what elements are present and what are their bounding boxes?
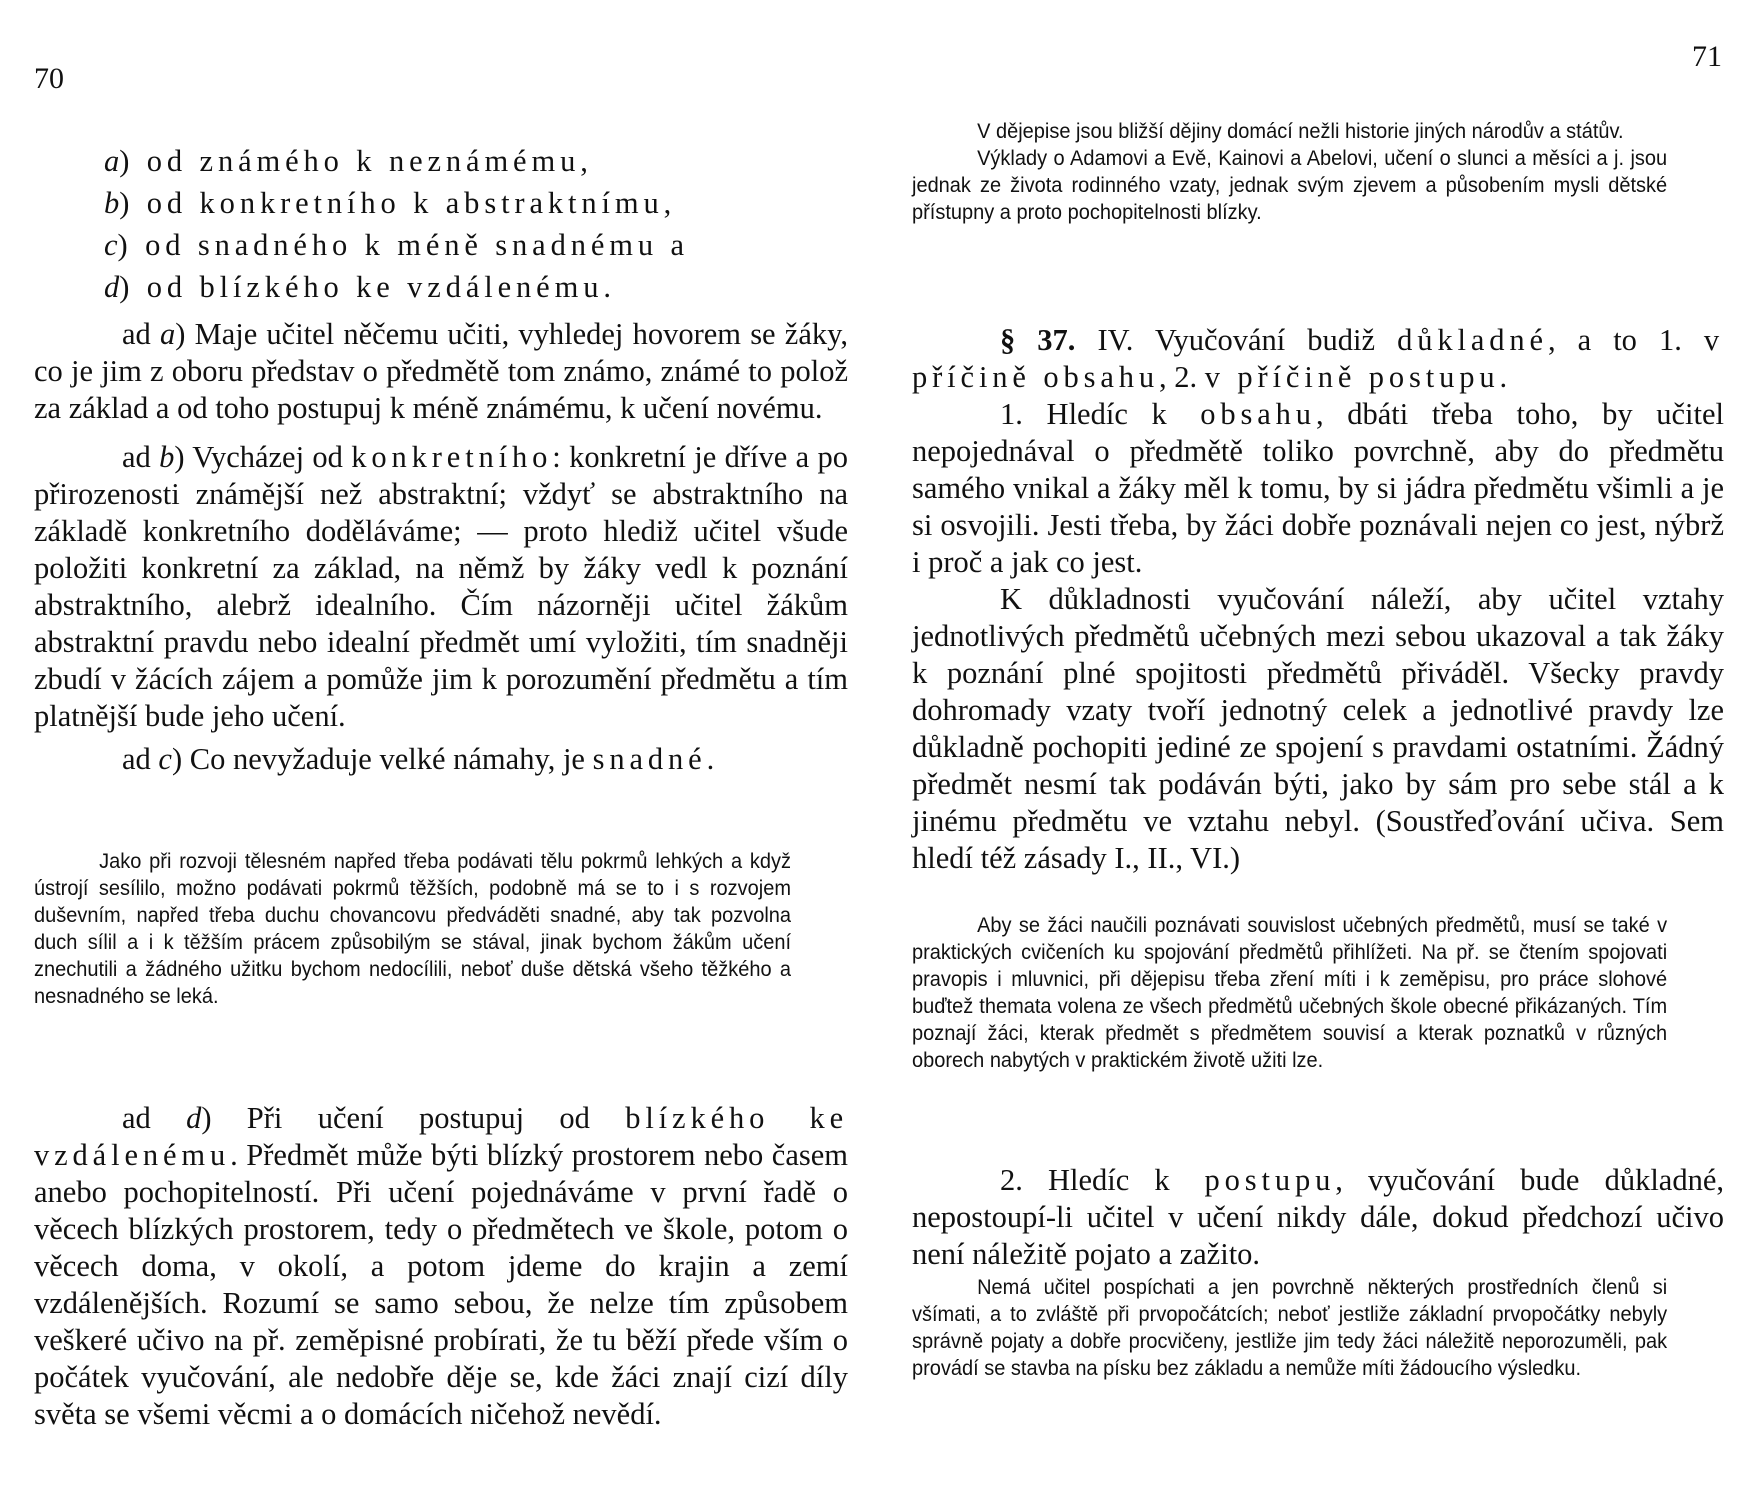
note-text: Aby se žáci naučili poznávati souvislost učebných předmětů, musí se také v praktických cvičeních ku spojování předmětů přihlížeti. Na př. se čtením spojovati pravopis i mluvnici, při dějepisu třeba zření míti i k zeměpisu, pro práce slohové buďtež themata volena ze všech předmětů učebných škole obecné přikázaných. Tím poznají žáci, kterak předmět s předmětem souvisí a kterak poznatků v různých oborech nabytých v praktickém životě užiti lze.	[912, 913, 1668, 1072]
section-mid: , 2.	[1159, 360, 1205, 394]
list-item	[104, 182, 689, 224]
para-marker: d	[186, 1101, 202, 1135]
para-lead: 1. Hledíc	[1000, 397, 1152, 431]
paragraph-1	[912, 396, 1724, 581]
list-text: ) od konkretního k abstraktnímu,	[119, 186, 677, 220]
list-item	[104, 140, 689, 182]
list-text: ) od blízkého ke vzdálenému.	[119, 270, 616, 304]
section-37	[912, 322, 1724, 877]
para-marker: a	[159, 317, 176, 351]
list-marker: a	[104, 144, 120, 178]
para-spaced: k obsahu	[1151, 397, 1316, 431]
section-spaced: v příčině postupu	[1204, 360, 1500, 394]
para-marker: b	[159, 440, 175, 474]
section-mark: § 37.	[1000, 323, 1076, 357]
list-item	[104, 224, 689, 266]
list-item	[104, 266, 689, 308]
page-number-left: 70	[34, 62, 64, 95]
para-lead: ) Vycházej od	[174, 440, 352, 474]
paragraph-c	[34, 741, 848, 778]
right-page	[896, 0, 1752, 1500]
para-spaced: blízkého ke vzdálenému	[34, 1101, 848, 1172]
section-end: .	[1499, 360, 1508, 394]
para-spaced: konkretního	[351, 440, 553, 474]
para-spaced: snadné	[592, 742, 707, 776]
para-prefix: ad	[122, 440, 160, 474]
section-spaced: důkladné	[1397, 323, 1548, 357]
paragraph-2: K důkladnosti vyučování náleží, aby učitel vztahy jednotlivých předmětů učebných mezi sebou ukazoval a tak žáky k poznání plné spojitosti předmětů přiváděl. Všecky pravdy dohromady vzaty tvoří jednotný celek a jednotlivé pravdy lze důkladně pochopiti jediné ze spojení s pravdami ostatními. Žádný předmět nesmí tak podáván býti, jako by sám pro sebe stál a k jinému předmětu ve vztahu nebyl. (Soustřeďování učiva. Sem hledí též zásady I., II., VI.)	[912, 582, 1724, 875]
list-marker: b	[104, 186, 120, 220]
paragraph-b	[34, 439, 848, 735]
note-text: Jako při rozvoji tělesném napřed třeba podávati tělu pokrmů lehkých a když ústrojí sesílilo, možno podávati pokrmů těžších, podobně má se to i s rozvojem duševním, napřed třeba duchu chovancovu předváděti snadné, aby tak pozvolna duch sílil a i k těžším prácem způsobilým se stával, jinak bychom žákům učení znechutili a žádného užitku bychom nedocílili, neboť duše dětská všeho těžkého a nesnadného se leká.	[34, 849, 792, 1008]
note-mid	[912, 912, 1667, 1074]
para-prefix: ad	[122, 742, 159, 776]
section-lead: IV. Vyučování budiž	[1075, 323, 1398, 357]
section-mid: , a to 1.	[1547, 323, 1704, 357]
para-lead: ) Co nevyžaduje velké námahy, je	[171, 742, 593, 776]
list-marker: c	[104, 228, 118, 262]
section-spaced: v příčině obsahu	[912, 323, 1725, 394]
note-text: V dějepise jsou bližší dějiny domácí nežli historie jiných národův a státův.	[977, 119, 1624, 143]
paragraph-d-text	[34, 1100, 848, 1433]
para-marker: c	[158, 742, 172, 776]
para-prefix: ad	[122, 317, 160, 351]
note-bottom	[912, 1274, 1667, 1382]
paragraph-a-b	[34, 316, 848, 778]
list-marker: d	[104, 270, 120, 304]
para-lead: ) Při učení postupuj od	[201, 1101, 626, 1135]
para-lead: 2. Hledíc	[1000, 1163, 1155, 1197]
principles-list	[104, 140, 689, 308]
para-text: , dbáti třeba toho, by učitel nepojednával o předmětě toliko povrchně, aby do předmětu samého vnikal a žáky měl k tomu, by si jádra předmětu všimli a je si osvojili. Jesti třeba, by žáci dobře poznávali nejen co jest, nýbrž i proč a jak co jest.	[912, 397, 1724, 579]
list-text: ) od známého k neznámému,	[119, 144, 593, 178]
para-text: : konkretní je dříve a po přirozenosti známější než abstraktní; vždyť se abstraktního na základě konkretního doděláváme; — proto hlediž učitel všude položiti konkretní za základ, na němž by žáky vedl k poznání abstraktního, alebrž idealního. Čím názorněji učitel žákům abstraktní pravdu nebo idealní předmět umí vyložiti, tím snadněji zbudí v žácích zájem a pomůže jim k porozumění předmětu a tím platnější bude jeho učení.	[34, 440, 848, 733]
para-text: ) Maje učitel něčemu učiti, vyhledej hovorem se žáky, co je jim z oboru představ o předmětě tom známo, známé to polož za základ a od toho postupuj k méně známému, k učení novému.	[34, 317, 848, 425]
para-text: , vyučování bude důkladné, nepostoupí-li učitel v učení nikdy dále, dokud předchozí učivo není náležitě pojato a zažito.	[912, 1163, 1724, 1271]
list-text: ) od snadného k méně snadnému a	[117, 228, 689, 262]
paragraph-3-text	[912, 1162, 1724, 1273]
paragraph-a	[34, 316, 848, 427]
para-spaced: k postupu	[1154, 1163, 1336, 1197]
paragraph-d	[34, 1100, 848, 1433]
para-prefix: ad	[122, 1101, 187, 1135]
page-number-right: 71	[1692, 40, 1722, 73]
note-c	[34, 848, 791, 1010]
section-heading	[912, 322, 1724, 396]
note-top	[912, 118, 1667, 226]
para-text: . Předmět může býti blízký prostorem nebo časem anebo pochopitelností. Při učení pojednáváme v první řadě o věcech blízkých prostorem, tedy o předmětech ve škole, potom o věcech doma, v okolí, a potom jdeme do krajin a zemí vzdálenějších. Rozumí se samo sebou, že nelze tím způsobem veškeré učivo na př. zeměpisné probírati, že tu běží přede vším o počátek vyučování, ale nedobře děje se, kde žáci znají cizí díly světa se všemi věcmi a o domácích ničehož nevědí.	[34, 1138, 848, 1431]
note-text: Nemá učitel pospíchati a jen povrchně některých prostředních členů si všímati, a to zvláště při prvopočátcích; neboť jestliže základní prvopočátky nebyly správně pojaty a dobře procvičeny, jestliže jim tedy žáci náležitě neporozuměli, pak provádí se stavba na písku bez základu a nemůže míti žádoucího výsledku.	[912, 1275, 1668, 1380]
para-end: .	[706, 742, 715, 776]
note-text: Výklady o Adamovi a Evě, Kainovi a Abelovi, učení o slunci a měsíci a j. jsou jednak ze života rodinného vzaty, jednak svým zjevem a působením mysli dětské přístupny a proto pochopitelnosti blízky.	[912, 146, 1668, 224]
paragraph-3	[912, 1162, 1724, 1273]
